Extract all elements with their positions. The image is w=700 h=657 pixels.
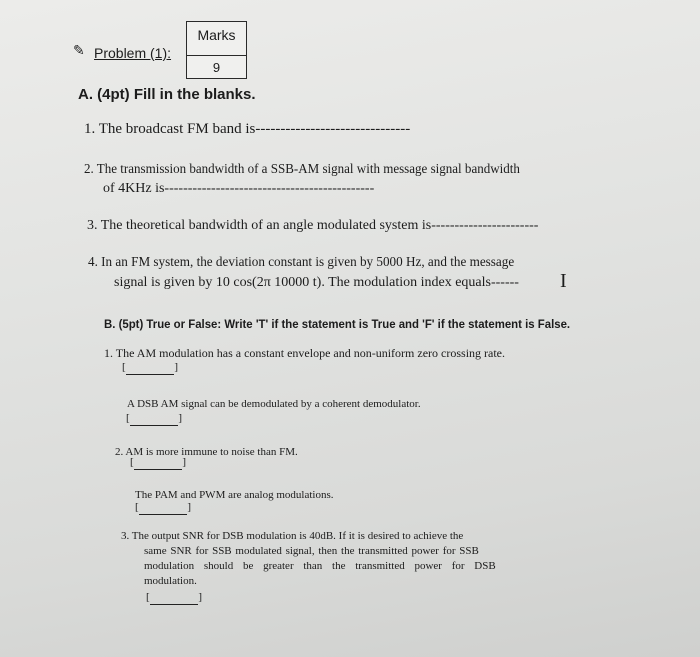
marks-box bbox=[186, 21, 247, 79]
section-a-q4-line2: signal is given by 10 cos(2π 10000 t). The modulation index equals------ bbox=[114, 275, 519, 290]
answer-bracket-5[interactable]: [ ] bbox=[146, 591, 202, 603]
marks-divider bbox=[187, 55, 246, 56]
section-b-q2b: The PAM and PWM are analog modulations. bbox=[135, 489, 334, 501]
section-a-q1: 1. The broadcast FM band is------------------------------- bbox=[84, 121, 411, 137]
section-a-title: A. (4pt) Fill in the blanks. bbox=[78, 86, 256, 103]
section-b-q3-line2: same SNR for SSB modulated signal, then the transmitted power for SSB bbox=[144, 545, 479, 557]
section-a-q2-line1: 2. The transmission bandwidth of a SSB-AM signal with message signal bandwidth bbox=[84, 162, 520, 177]
marks-label: Marks bbox=[197, 27, 236, 43]
section-b-q1b: A DSB AM signal can be demodulated by a coherent demodulator. bbox=[127, 398, 421, 410]
section-a-q2-line2: of 4KHz is--------------------------------------------- bbox=[103, 181, 375, 196]
section-a-q4-line1: 4. In an FM system, the deviation constant is given by 5000 Hz, and the message bbox=[88, 255, 515, 270]
problem-label: Problem (1): bbox=[94, 45, 172, 61]
section-b-q3-line4: modulation. bbox=[144, 575, 197, 587]
section-b-q3-line3: modulation should be greater than the transmitted power for DSB bbox=[144, 560, 496, 572]
answer-bracket-1[interactable]: [ ] bbox=[122, 361, 178, 373]
section-b-title: B. (5pt) True or False: Write 'T' if the statement is True and 'F' if the statement is False. bbox=[104, 317, 571, 331]
text-cursor-icon: I bbox=[560, 270, 567, 292]
answer-bracket-3[interactable]: [ ] bbox=[130, 456, 186, 468]
marks-value: 9 bbox=[212, 60, 221, 75]
section-a-q3: 3. The theoretical bandwidth of an angle modulated system is----------------------- bbox=[87, 218, 539, 233]
arrow-bullet-icon: ✎ bbox=[73, 42, 85, 58]
answer-bracket-4[interactable]: [ ] bbox=[135, 501, 191, 513]
section-b-q2: 2. AM is more immune to noise than FM. bbox=[115, 446, 298, 458]
answer-bracket-2[interactable]: [ ] bbox=[126, 412, 182, 424]
section-b-q3-line1: 3. The output SNR for DSB modulation is 40dB. If it is desired to achieve the bbox=[121, 530, 464, 542]
section-b-q1: 1. The AM modulation has a constant envelope and non-uniform zero crossing rate. bbox=[104, 346, 506, 360]
